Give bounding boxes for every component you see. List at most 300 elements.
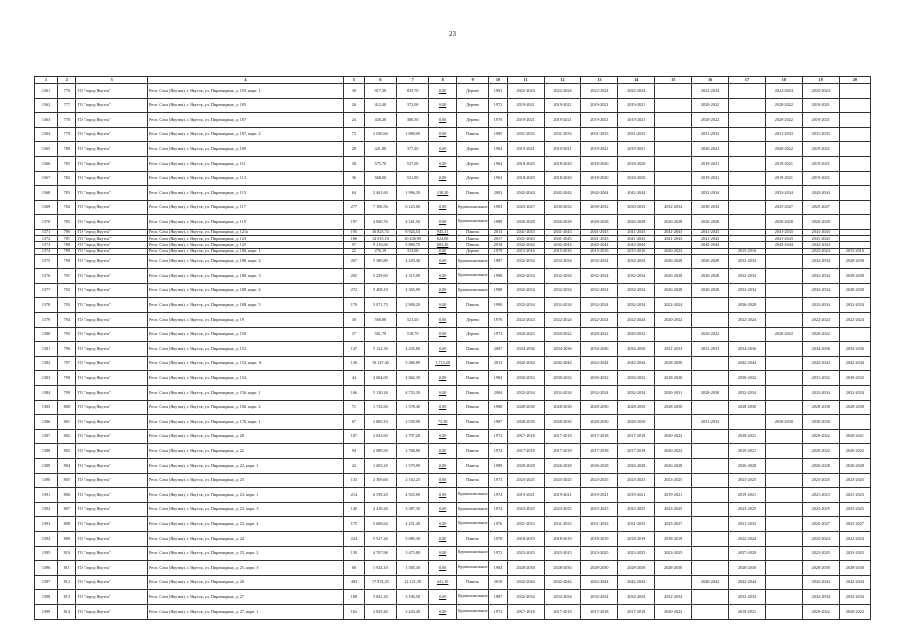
table-cell: 2 539,90: [397, 415, 429, 430]
table-cell: 2020-2022: [655, 429, 692, 444]
column-header: 17: [729, 77, 766, 84]
table-cell: 2004: [489, 386, 507, 401]
table-cell: 2030-2030: [802, 415, 839, 430]
table-cell: 0,00: [429, 156, 457, 171]
table-cell: 2041-2043: [655, 236, 692, 242]
table-cell: Дерево: [456, 248, 488, 254]
table-cell: 1970: [489, 113, 507, 128]
table-cell: [765, 269, 802, 284]
table-cell: 2026-2028: [692, 283, 729, 298]
table-cell: 2028-2030: [544, 400, 581, 415]
table-cell: 2028-2030: [581, 415, 618, 430]
table-cell: 2028-2030: [581, 400, 618, 415]
table-cell: 1397: [35, 575, 58, 590]
table-cell: 1972: [489, 429, 507, 444]
table-cell: 2028-2030: [544, 561, 581, 576]
table-cell: 2042-2044: [839, 356, 870, 371]
table-cell: 0,00: [429, 488, 457, 503]
table-cell: 2026-2028: [655, 283, 692, 298]
table-cell: 2019-2021: [692, 171, 729, 186]
table-cell: 1987: [489, 590, 507, 605]
table-cell: 2042-2044: [802, 575, 839, 590]
table-cell: 809: [58, 531, 76, 546]
table-cell: 2034-2036: [839, 342, 870, 357]
table-cell: 1377: [35, 283, 58, 298]
column-header: 7: [397, 77, 429, 84]
table-cell: 2007: [489, 342, 507, 357]
table-cell: 2032-2034: [507, 590, 544, 605]
table-cell: 1 693,20: [364, 459, 396, 474]
table-cell: 3 043,60: [364, 429, 396, 444]
table-cell: 17 874,20: [364, 575, 396, 590]
table-cell: 2018-2019: [581, 531, 618, 546]
table-cell: 2031-2033: [581, 517, 618, 532]
table-cell: 1388: [35, 444, 58, 459]
table-cell: 2026-2028: [507, 215, 544, 230]
table-cell: Респ. Саха (Якутия), г. Якутск, ул. Пирамидина, д. 24: [147, 531, 343, 546]
table-cell: 2042-2044: [729, 356, 766, 371]
table-cell: 2042-2044: [802, 242, 839, 248]
table-row: [35, 113, 871, 128]
table-cell: [692, 517, 729, 532]
table-cell: 2028-2030: [655, 356, 692, 371]
table-cell: 521,80: [397, 171, 429, 186]
table-cell: Крупнопанельные: [456, 604, 488, 619]
table-cell: 2023-2025: [581, 546, 618, 561]
table-cell: 2032-2034: [692, 186, 729, 201]
table-cell: 1984: [489, 561, 507, 576]
table-cell: 2041-2043: [618, 236, 655, 242]
table-cell: 2031-2033: [618, 517, 655, 532]
table-cell: 0,00: [429, 400, 457, 415]
table-cell: 1380: [35, 327, 58, 342]
table-row: [35, 400, 871, 415]
table-cell: 2022-2024: [507, 84, 544, 99]
table-cell: Респ. Саха (Якутия), г. Якутск, ул. Пирамидина, д. 156, корп. 1: [147, 386, 343, 401]
table-cell: Дерево: [456, 84, 488, 99]
table-cell: Дерево: [456, 156, 488, 171]
table-cell: Респ. Саха (Якутия), г. Якутск, ул. Пирамидина, д. 121а: [147, 229, 343, 235]
table-cell: Респ. Саха (Якутия), г. Якутск, ул. Пирамидина, д. 27, корп. 1: [147, 604, 343, 619]
table-cell: 2 461,60: [364, 186, 396, 201]
table-body: [35, 84, 871, 620]
table-cell: 7 106,56: [364, 200, 396, 215]
table-cell: 1973: [489, 327, 507, 342]
table-cell: [655, 575, 692, 590]
table-cell: [729, 127, 766, 142]
table-cell: 1371: [35, 229, 58, 235]
table-cell: 2032-2034: [839, 386, 870, 401]
table-cell: 794: [58, 313, 76, 328]
table-cell: 780: [58, 142, 76, 157]
table-cell: 6 539,20: [364, 488, 396, 503]
table-cell: 2032-2034: [581, 283, 618, 298]
table-cell: Панель: [456, 415, 488, 430]
table-cell: 2018-2019: [655, 531, 692, 546]
table-cell: 5 408,10: [364, 283, 396, 298]
table-cell: 693,40: [429, 242, 457, 248]
table-row: [35, 156, 871, 171]
table-cell: 1985: [489, 127, 507, 142]
table-cell: 0,00: [429, 473, 457, 488]
table-cell: 2031-2033: [507, 127, 544, 142]
table-cell: 2019-2021: [765, 156, 802, 171]
table-cell: 2025-2027: [655, 517, 692, 532]
table-cell: 1367: [35, 171, 58, 186]
table-cell: 2020-2022: [839, 444, 870, 459]
table-cell: ГО "город Якутск": [76, 313, 147, 328]
table-cell: 2032-2034: [544, 590, 581, 605]
table-cell: [692, 546, 729, 561]
table-cell: 2030-2032: [729, 371, 766, 386]
table-cell: 2025-2027: [765, 200, 802, 215]
table-cell: 0,00: [429, 248, 457, 254]
table-cell: [839, 142, 870, 157]
table-cell: 403: [343, 575, 364, 590]
table-cell: 2042-2044: [507, 356, 544, 371]
table-cell: 1393: [35, 517, 58, 532]
table-cell: 793: [58, 298, 76, 313]
table-cell: 814: [58, 604, 76, 619]
table-cell: 0,00: [429, 215, 457, 230]
table-cell: 1385: [35, 400, 58, 415]
table-cell: Панель: [456, 429, 488, 444]
table-cell: 2018-2020: [544, 156, 581, 171]
table-cell: ГО "город Якутск": [76, 242, 147, 248]
table-cell: 2041-2043: [618, 229, 655, 235]
table-cell: 24: [343, 113, 364, 128]
table-cell: 792: [58, 283, 76, 298]
table-cell: 2042-2044: [618, 186, 655, 201]
table-cell: 776: [58, 84, 76, 99]
table-row: [35, 254, 871, 269]
table-cell: 108: [343, 590, 364, 605]
table-cell: [839, 156, 870, 171]
table-cell: 2032-2034: [618, 590, 655, 605]
table-cell: 2023-2025: [581, 473, 618, 488]
table-cell: 2042-2044: [544, 575, 581, 590]
table-cell: 0,00: [429, 502, 457, 517]
table-cell: ГО "город Якутск": [76, 229, 147, 235]
table-cell: 835,70: [397, 84, 429, 99]
column-header: 6: [364, 77, 396, 84]
table-cell: 1390: [35, 473, 58, 488]
table-cell: 2019-2021: [581, 98, 618, 113]
table-cell: 2034-2036: [729, 342, 766, 357]
table-cell: Респ. Саха (Якутия), г. Якутск, ул. Пирамидина, д. 119: [147, 215, 343, 230]
table-cell: 5 527,26: [364, 531, 396, 546]
table-cell: 2019-2021: [618, 488, 655, 503]
table-cell: 2022-2024: [581, 313, 618, 328]
table-cell: [839, 113, 870, 128]
table-cell: 2032-2034: [618, 386, 655, 401]
table-cell: ГО "город Якутск": [76, 113, 147, 128]
table-cell: [692, 459, 729, 474]
table-cell: 0,00: [429, 531, 457, 546]
table-cell: Респ. Саха (Якутия), г. Якутск, ул. Пирамидина, д. 170, корп. 1: [147, 415, 343, 430]
table-cell: 2032-2034: [544, 386, 581, 401]
table-cell: 2017-2018: [618, 604, 655, 619]
table-cell: 3 071,75: [364, 298, 396, 313]
table-cell: 787: [58, 236, 76, 242]
table-cell: 2031-2033: [544, 517, 581, 532]
table-cell: [765, 356, 802, 371]
table-row: [35, 488, 871, 503]
table-row: [35, 298, 871, 313]
table-cell: 2022-2024: [655, 298, 692, 313]
table-cell: Респ. Саха (Якутия), г. Якутск, ул. Пирамидина, д. 188, корп. 3: [147, 269, 343, 284]
table-cell: 2032-2034: [765, 186, 802, 201]
table-cell: 2020-2022: [655, 604, 692, 619]
table-cell: ГО "город Якутск": [76, 342, 147, 357]
table-cell: Респ. Саха (Якутия), г. Якутск, ул. Пирамидина, д. 107: [147, 113, 343, 128]
table-cell: 386,50: [397, 113, 429, 128]
table-cell: 2028-2030: [618, 400, 655, 415]
table-cell: 2026-2028: [581, 459, 618, 474]
table-cell: 2031-2033: [507, 517, 544, 532]
table-cell: 2018-2019: [544, 531, 581, 546]
table-cell: Панель: [456, 298, 488, 313]
table-cell: 518,79: [397, 327, 429, 342]
table-cell: 2015-2016: [581, 248, 618, 254]
table-cell: 2020-2021: [729, 429, 766, 444]
table-cell: 1973: [489, 473, 507, 488]
table-cell: 2031-2033: [729, 517, 766, 532]
table-row: [35, 269, 871, 284]
table-cell: 1391: [35, 488, 58, 503]
table-cell: 2028-2030: [655, 561, 692, 576]
table-cell: 1 996,30: [397, 186, 429, 201]
table-cell: 2021-2023: [839, 488, 870, 503]
table-cell: 2028-2030: [692, 386, 729, 401]
table-cell: 2026-2028: [618, 459, 655, 474]
table-cell: Респ. Саха (Якутия), г. Якутск, ул. Пирамидина, д. 160, корп. 2: [147, 400, 343, 415]
table-cell: 2032-2034: [729, 386, 766, 401]
table-cell: 1381: [35, 342, 58, 357]
table-cell: 2042-2044: [581, 186, 618, 201]
table-cell: 1368: [35, 186, 58, 201]
table-cell: 0,00: [429, 269, 457, 284]
table-cell: [765, 283, 802, 298]
table-cell: 2042-2044: [581, 575, 618, 590]
table-cell: 107: [343, 429, 364, 444]
table-cell: 778: [58, 113, 76, 128]
table-cell: 803: [58, 444, 76, 459]
table-cell: Респ. Саха (Якутия), г. Якутск, ул. Пирамидина, д. 107, корп. 2: [147, 127, 343, 142]
table-cell: 1 880,00: [397, 127, 429, 142]
table-cell: 5 122,30: [364, 342, 396, 357]
table-row: [35, 444, 871, 459]
table-cell: Респ. Саха (Якутия), г. Якутск, ул. Пирамидина, д. 113: [147, 171, 343, 186]
table-cell: ГО "город Якутск": [76, 429, 147, 444]
table-cell: [729, 156, 766, 171]
table-cell: 1972: [489, 604, 507, 619]
table-cell: Панель: [456, 356, 488, 371]
table-cell: 2042-2044: [581, 242, 618, 248]
table-cell: 2030-2030: [765, 415, 802, 430]
table-cell: Респ. Саха (Якутия), г. Якутск, ул. Пирамидина, д. 111: [147, 156, 343, 171]
table-cell: 5 486,89: [397, 356, 429, 371]
table-cell: Панель: [456, 444, 488, 459]
table-cell: 4 429,40: [397, 254, 429, 269]
table-cell: 426,20: [364, 113, 396, 128]
table-cell: 10 147,40: [364, 356, 396, 371]
table-cell: Панель: [456, 459, 488, 474]
table-cell: 0,00: [429, 127, 457, 142]
table-cell: 2032-2034: [729, 254, 766, 269]
table-cell: [839, 186, 870, 201]
table-cell: [655, 84, 692, 99]
table-cell: 2028-2030: [839, 561, 870, 576]
table-cell: 2022-2024: [839, 313, 870, 328]
table-cell: 26: [343, 98, 364, 113]
table-cell: 2029-2031: [655, 386, 692, 401]
table-cell: [839, 84, 870, 99]
table-cell: 2030-2032: [839, 371, 870, 386]
table-cell: ГО "город Якутск": [76, 254, 147, 269]
table-cell: 4 315,00: [397, 269, 429, 284]
table-cell: 147: [343, 342, 364, 357]
table-cell: 2019-2021: [618, 113, 655, 128]
table-cell: [729, 215, 766, 230]
table-cell: 4 435,80: [397, 342, 429, 357]
table-cell: 2032-2034: [618, 298, 655, 313]
table-cell: 2022-2024: [839, 531, 870, 546]
table-cell: 1366: [35, 156, 58, 171]
table-cell: 2023-2025: [729, 473, 766, 488]
table-cell: ГО "город Якутск": [76, 200, 147, 215]
column-header: 16: [692, 77, 729, 84]
table-cell: 2042-2044: [544, 186, 581, 201]
table-cell: [692, 356, 729, 371]
table-cell: 2023-2025: [544, 502, 581, 517]
table-cell: 2019-2021: [507, 488, 544, 503]
table-cell: 1983: [489, 200, 507, 215]
table-cell: [729, 200, 766, 215]
table-cell: 2019-2021: [544, 142, 581, 157]
table-cell: 1989: [489, 215, 507, 230]
table-cell: 272: [343, 283, 364, 298]
table-cell: 0,00: [429, 517, 457, 532]
table-cell: 1379: [35, 313, 58, 328]
table-cell: 1987: [489, 254, 507, 269]
table-cell: 2019-2021: [507, 98, 544, 113]
table-cell: [765, 386, 802, 401]
table-cell: [765, 371, 802, 386]
table-cell: 2026-2028: [544, 215, 581, 230]
table-cell: 2026-2028: [655, 269, 692, 284]
table-cell: ГО "город Якутск": [76, 502, 147, 517]
table-cell: 2026-2028: [692, 269, 729, 284]
table-cell: 810: [58, 546, 76, 561]
table-cell: 4 753,30: [397, 386, 429, 401]
table-cell: Панель: [456, 342, 488, 357]
column-header: 20: [839, 77, 870, 84]
table-cell: ГО "город Якутск": [76, 356, 147, 371]
table-cell: Респ. Саха (Якутия), г. Якутск, ул. Пирамидина, д. 19: [147, 313, 343, 328]
table-cell: [655, 113, 692, 128]
table-cell: 2026-2028: [581, 215, 618, 230]
table-cell: 2023-2025: [729, 502, 766, 517]
table-cell: 2020-2022: [802, 604, 839, 619]
table-cell: 138,20: [429, 186, 457, 201]
table-cell: 1 570,90: [397, 459, 429, 474]
table-cell: 2032-2034: [507, 254, 544, 269]
table-cell: ГО "город Якутск": [76, 186, 147, 201]
table-cell: 2023-2025: [581, 502, 618, 517]
table-cell: [692, 473, 729, 488]
table-cell: ГО "город Якутск": [76, 459, 147, 474]
table-row: [35, 546, 871, 561]
table-cell: 2020-2022: [802, 429, 839, 444]
table-cell: 2026-2028: [655, 215, 692, 230]
table-cell: 2028-2030: [839, 283, 870, 298]
table-cell: 2022-2024: [581, 84, 618, 99]
table-cell: 2028-2030: [729, 561, 766, 576]
table-cell: 0,00: [429, 142, 457, 157]
table-cell: [839, 98, 870, 113]
table-cell: ГО "город Якутск": [76, 371, 147, 386]
table-row: [35, 313, 871, 328]
table-cell: 170: [343, 298, 364, 313]
table-cell: [729, 171, 766, 186]
column-header: 10: [489, 77, 507, 84]
table-cell: 2022-2024: [618, 84, 655, 99]
table-cell: 2020-2022: [655, 313, 692, 328]
table-cell: Панель: [456, 400, 488, 415]
table-cell: Респ. Саха (Якутия), г. Якутск, ул. Пирамидина, д. 188, корп. 2: [147, 254, 343, 269]
table-cell: 786: [58, 229, 76, 235]
table-cell: ГО "город Якутск": [76, 415, 147, 430]
table-cell: 2019-2021: [802, 171, 839, 186]
table-cell: 2018: [489, 242, 507, 248]
table-cell: 2032-2034: [618, 254, 655, 269]
table-row: [35, 215, 871, 230]
table-cell: 2025-2027: [839, 517, 870, 532]
table-cell: Панель: [456, 575, 488, 590]
table-cell: 2020-2022: [765, 98, 802, 113]
table-cell: Крупнопанельные: [456, 488, 488, 503]
table-cell: 2028-2030: [507, 400, 544, 415]
table-cell: 2032-2034: [618, 269, 655, 284]
table-cell: 1976: [489, 517, 507, 532]
table-row: [35, 142, 871, 157]
table-cell: 36: [343, 171, 364, 186]
column-header: 4: [147, 77, 343, 84]
housing-table: [34, 76, 871, 620]
table-cell: Крупнопанельные: [456, 590, 488, 605]
table-cell: 6 225,06: [397, 200, 429, 215]
table-cell: 2019-2021: [544, 98, 581, 113]
table-cell: 1394: [35, 531, 58, 546]
table-cell: 790: [58, 254, 76, 269]
table-row: [35, 98, 871, 113]
table-cell: 2032-2034: [581, 590, 618, 605]
table-cell: [729, 186, 766, 201]
table-cell: 1375: [35, 254, 58, 269]
table-cell: 2030-2032: [618, 371, 655, 386]
table-cell: 2026-2028: [655, 459, 692, 474]
table-cell: 2028-2030: [802, 561, 839, 576]
table-cell: [692, 400, 729, 415]
table-cell: ГО "город Якутск": [76, 517, 147, 532]
table-cell: [692, 604, 729, 619]
table-cell: 2017-2018: [581, 429, 618, 444]
table-row: [35, 459, 871, 474]
table-cell: 2030-2032: [692, 200, 729, 215]
table-cell: 1 732,60: [364, 400, 396, 415]
table-cell: 224: [343, 531, 364, 546]
